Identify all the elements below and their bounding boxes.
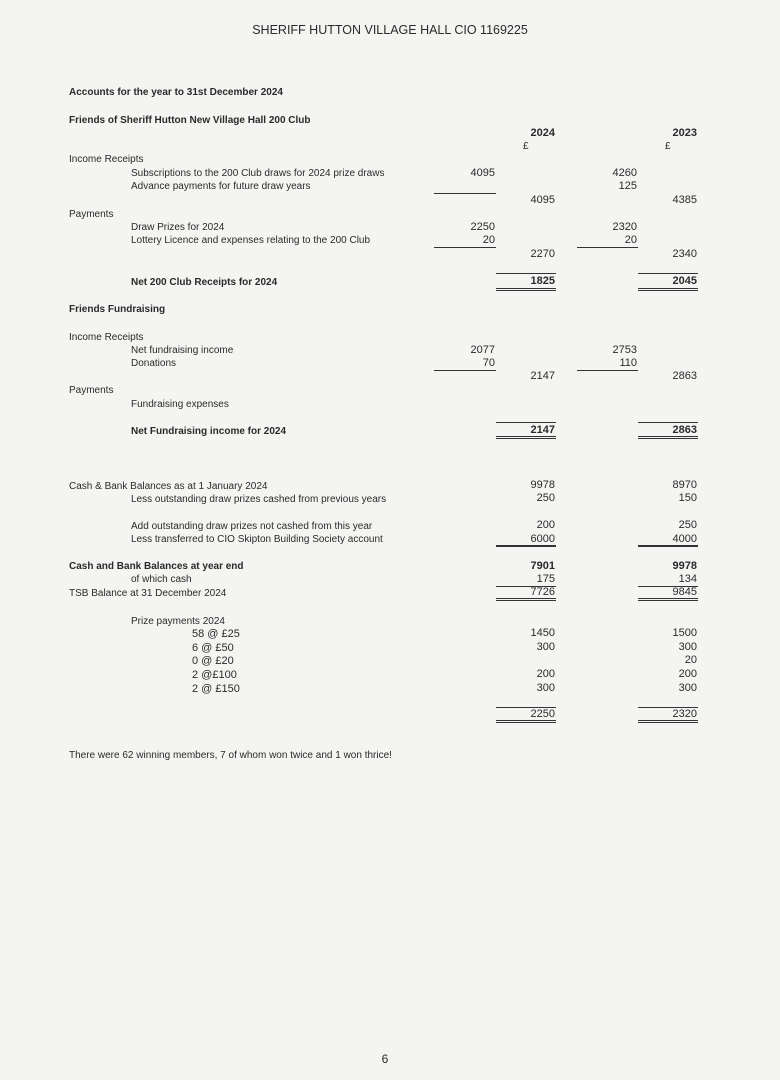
tsb-2023: 9845 [672,586,697,598]
fund-net-2023: 2863 [672,424,697,436]
club-income-total-2023: 4385 [672,194,697,206]
underline [434,370,496,371]
col-header-2023: 2023 [672,127,697,139]
net-fundraising-2023: 2753 [612,344,637,356]
less-transfer-2024: 6000 [530,533,555,545]
fund-income-total-2023: 2863 [672,370,697,382]
fund-expenses-label: Fundraising expenses [131,399,229,410]
prize-row-2024: 300 [536,682,555,694]
double-underline [496,288,556,291]
add-outstanding-2023: 250 [678,519,697,531]
double-underline [638,598,698,601]
subs-label: Subscriptions to the 200 Club draws for 2024 prize draws [131,168,385,179]
opening-2024: 9978 [530,479,555,491]
document-title: SHERIFF HUTTON VILLAGE HALL CIO 1169225 [252,23,528,37]
net-fundraising-2024: 2077 [470,344,495,356]
income-label: Income Receipts [69,154,144,165]
footnote: There were 62 winning members, 7 of whom won twice and 1 won thrice! [69,750,392,761]
underline [496,545,556,547]
page-number: 6 [381,1052,389,1066]
club-heading: Friends of Sheriff Hutton New Village Hall 200 Club [69,115,311,126]
year-end-2023: 9978 [672,560,697,572]
club-payments-total-2023: 2340 [672,248,697,260]
fund-heading: Friends Fundraising [69,304,166,315]
overline [638,273,698,274]
year-end-2024: 7901 [530,560,555,572]
opening-2023: 8970 [672,479,697,491]
overline [496,422,556,423]
less-transfer-2023: 4000 [672,533,697,545]
add-outstanding-2024: 200 [536,519,555,531]
double-underline [638,288,698,291]
advance-2023: 125 [618,180,637,192]
tsb-2024: 7726 [530,586,555,598]
underline [577,247,638,248]
donations-2023: 110 [619,357,637,369]
double-underline [496,598,556,601]
prize-row-label: 0 @ £20 [192,655,234,667]
prize-total-2023: 2320 [672,708,697,720]
fund-net-label: Net Fundraising income for 2024 [131,426,287,437]
of-cash-label: of which cash [131,574,192,585]
lottery-2023: 20 [624,234,637,246]
prize-row-2024: 1450 [530,627,555,639]
double-underline [638,720,698,723]
fund-net-2024: 2147 [530,424,555,436]
club-net-label: Net 200 Club Receipts for 2024 [131,277,278,288]
prize-row-label: 58 @ £25 [192,628,240,640]
club-payments-total-2024: 2270 [530,248,555,260]
prize-payments-heading: Prize payments 2024 [131,616,225,627]
double-underline [496,720,556,723]
prizes-2023: 2320 [612,221,637,233]
prize-row-label: 2 @£100 [192,669,237,681]
prize-row-2023: 300 [678,682,697,694]
less-transfer-label: Less transferred to CIO Skipton Building Society account [131,534,383,545]
advance-label: Advance payments for future draw years [131,181,311,192]
underline [434,247,496,248]
payments-label: Payments [69,209,114,220]
year-end-label: Cash and Bank Balances at year end [69,561,244,572]
underline [638,545,698,547]
prize-row-2023: 20 [684,654,697,666]
fund-income-total-2024: 2147 [530,370,555,382]
overline [496,273,556,274]
less-prev-2023: 150 [678,492,697,504]
subs-2024: 4095 [470,167,495,179]
subs-2023: 4260 [612,167,637,179]
tsb-label: TSB Balance at 31 December 2024 [69,588,227,599]
double-underline [496,436,556,439]
less-prev-2024: 250 [536,492,555,504]
currency-2023: £ [665,141,671,152]
prize-row-2023: 200 [678,668,697,680]
less-prev-label: Less outstanding draw prizes cashed from previous years [131,494,387,505]
underline [434,193,496,194]
of-cash-2024: 175 [536,573,555,585]
fund-income-label: Income Receipts [69,332,144,343]
double-underline [638,436,698,439]
prize-row-label: 6 @ £50 [192,642,234,654]
prize-row-2024: 200 [536,668,555,680]
prizes-2024: 2250 [470,221,495,233]
accounts-heading: Accounts for the year to 31st December 2024 [69,87,283,98]
lottery-label: Lottery Licence and expenses relating to the 200 Club [131,235,371,246]
prize-row-2023: 300 [678,641,697,653]
prize-row-label: 2 @ £150 [192,683,240,695]
donations-label: Donations [131,358,177,369]
opening-label: Cash & Bank Balances as at 1 January 2024 [69,481,268,492]
club-income-total-2024: 4095 [530,194,555,206]
prize-row-2024: 300 [536,641,555,653]
lottery-2024: 20 [482,234,495,246]
club-net-2024: 1825 [530,275,555,287]
underline [577,370,638,371]
net-fundraising-label: Net fundraising income [131,345,234,356]
prize-row-2023: 1500 [672,627,697,639]
prize-total-2024: 2250 [530,708,555,720]
add-outstanding-label: Add outstanding draw prizes not cashed from this year [131,521,373,532]
fund-payments-label: Payments [69,385,114,396]
currency-2024: £ [523,141,529,152]
overline [638,422,698,423]
prizes-label: Draw Prizes for 2024 [131,222,225,233]
of-cash-2023: 134 [678,573,697,585]
donations-2024: 70 [482,357,495,369]
col-header-2024: 2024 [530,127,555,139]
club-net-2023: 2045 [672,275,697,287]
